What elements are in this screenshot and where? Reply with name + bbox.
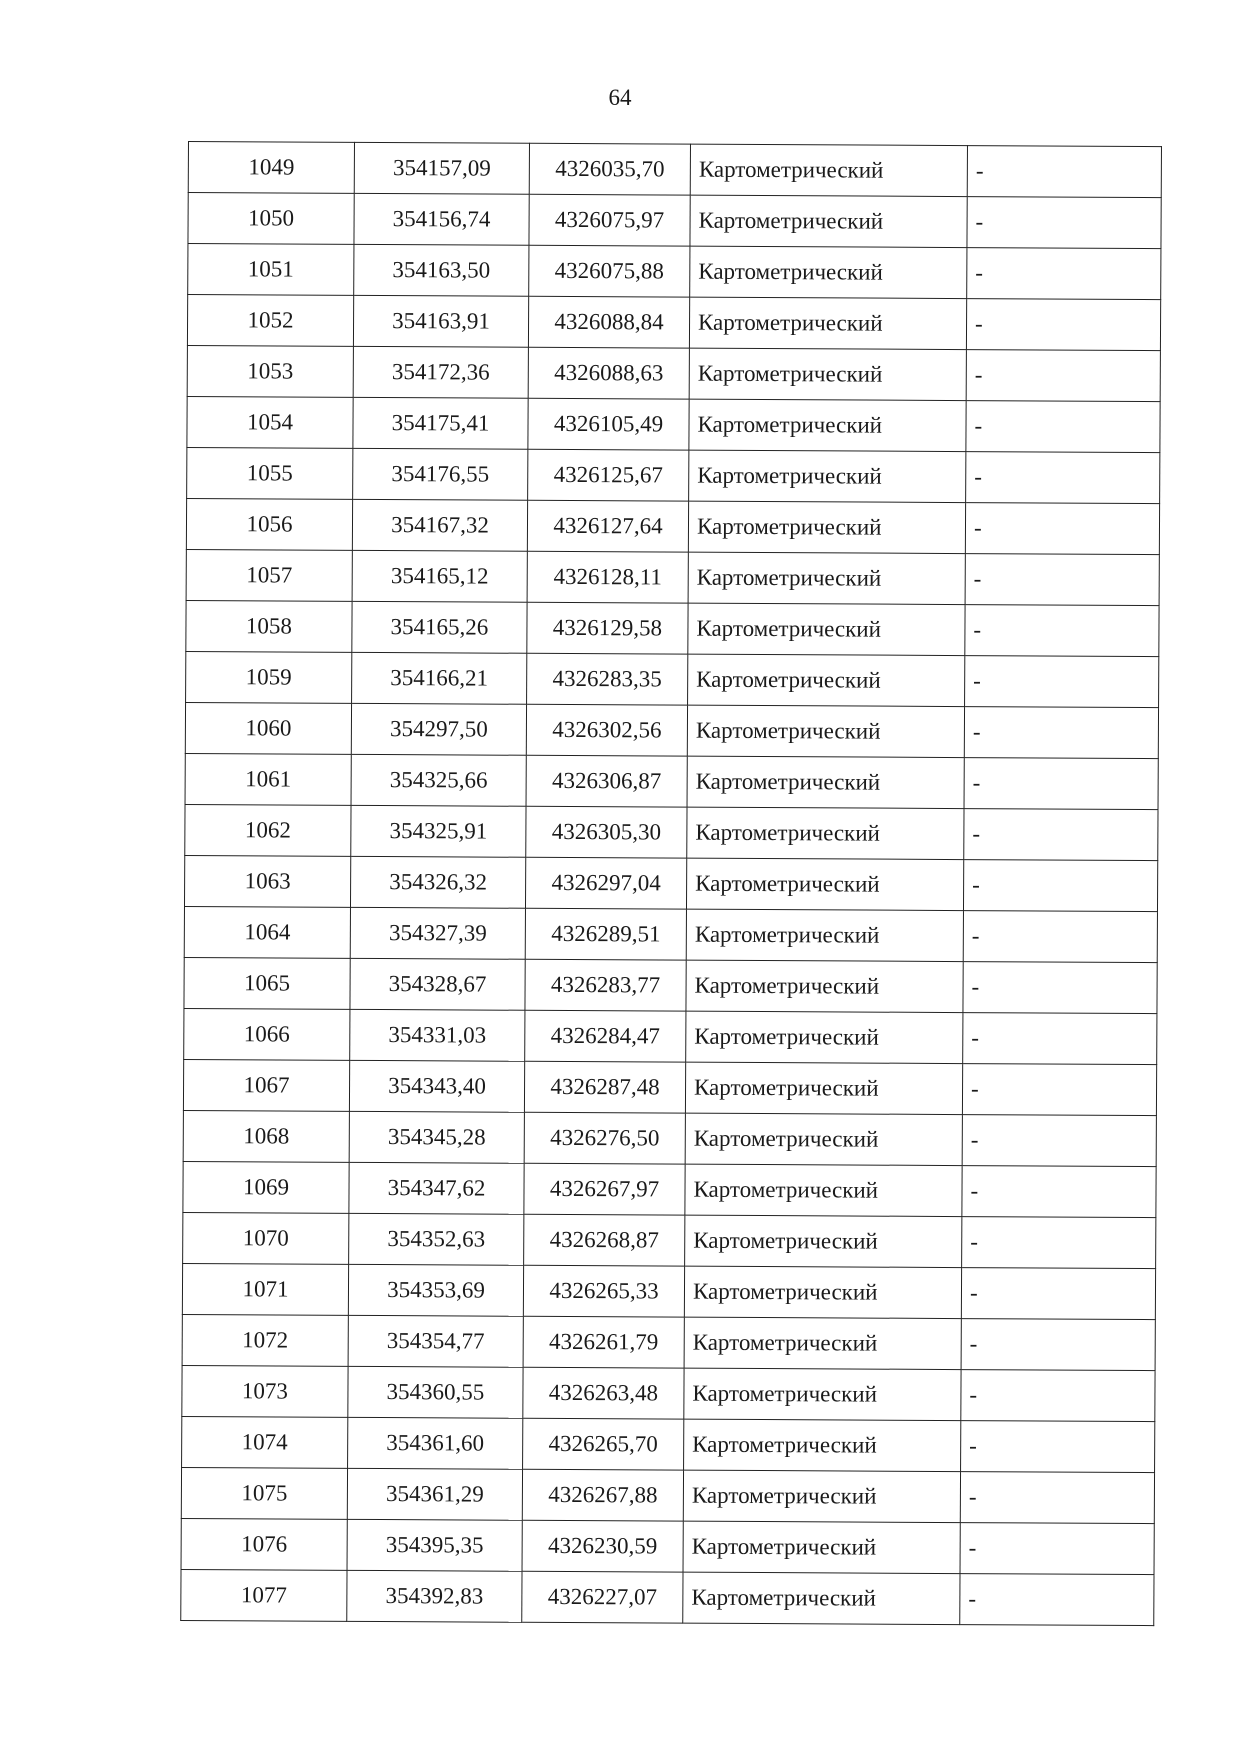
note-cell: - [967,248,1161,300]
table-row [188,244,1161,300]
x-coordinate-cell: 354331,03 [350,1009,525,1061]
point-number-cell: 1056 [186,498,352,550]
note-cell: - [962,1166,1156,1218]
coordinates-table [180,141,1162,1626]
method-cell: Картометрический [684,1266,961,1318]
y-coordinate-cell: 4326306,87 [526,755,687,807]
method-cell: Картометрический [685,1164,962,1216]
method-cell: Картометрический [684,1317,961,1369]
table-row [181,1569,1154,1625]
x-coordinate-cell: 354326,32 [350,856,525,908]
note-cell: - [965,554,1159,606]
x-coordinate-cell: 354325,66 [351,754,526,806]
method-cell: Картометрический [690,195,967,247]
method-cell: Картометрический [688,654,965,706]
x-coordinate-cell: 354343,40 [349,1060,524,1112]
point-number-cell: 1059 [186,651,352,703]
y-coordinate-cell: 4326088,84 [528,296,689,348]
table-row [183,1161,1156,1217]
x-coordinate-cell: 354354,77 [348,1315,523,1367]
note-cell: - [962,1115,1156,1167]
note-cell: - [961,1319,1155,1371]
y-coordinate-cell: 4326267,88 [522,1469,683,1521]
method-cell: Картометрический [685,1113,962,1165]
y-coordinate-cell: 4326129,58 [527,602,688,654]
x-coordinate-cell: 354165,26 [352,601,527,653]
x-coordinate-cell: 354353,69 [348,1264,523,1316]
method-cell: Картометрический [687,705,964,757]
point-number-cell: 1064 [184,906,350,958]
point-number-cell: 1058 [186,600,352,652]
point-number-cell: 1052 [187,295,353,347]
point-number-cell: 1076 [181,1518,347,1570]
y-coordinate-cell: 4326302,56 [526,704,687,756]
point-number-cell: 1057 [186,549,352,601]
y-coordinate-cell: 4326035,70 [529,143,690,195]
method-cell: Картометрический [686,858,963,910]
point-number-cell: 1068 [183,1110,349,1162]
note-cell: - [963,1013,1157,1065]
note-cell: - [962,1217,1156,1269]
y-coordinate-cell: 4326265,33 [523,1265,684,1317]
note-cell: - [966,299,1160,351]
y-coordinate-cell: 4326283,35 [527,653,688,705]
x-coordinate-cell: 354297,50 [351,703,526,755]
table-row [186,549,1159,605]
x-coordinate-cell: 354361,60 [348,1417,523,1469]
x-coordinate-cell: 354327,39 [350,907,525,959]
point-number-cell: 1049 [188,142,354,194]
note-cell: - [965,656,1159,708]
table-row [186,600,1159,656]
y-coordinate-cell: 4326127,64 [527,500,688,552]
method-cell: Картометрический [688,552,965,604]
y-coordinate-cell: 4326289,51 [525,908,686,960]
method-cell: Картометрический [683,1572,960,1624]
x-coordinate-cell: 354165,12 [352,550,527,602]
x-coordinate-cell: 354176,55 [353,448,528,500]
note-cell: - [966,452,1160,504]
table-row [182,1416,1155,1472]
point-number-cell: 1067 [183,1059,349,1111]
note-cell: - [964,707,1158,759]
method-cell: Картометрический [685,1062,962,1114]
method-cell: Картометрический [689,399,966,451]
point-number-cell: 1065 [184,957,350,1009]
x-coordinate-cell: 354325,91 [351,805,526,857]
table-row [185,702,1158,758]
x-coordinate-cell: 354166,21 [352,652,527,704]
method-cell: Картометрический [686,1011,963,1063]
x-coordinate-cell: 354328,67 [350,958,525,1010]
point-number-cell: 1055 [187,447,353,499]
point-number-cell: 1063 [184,855,350,907]
x-coordinate-cell: 354361,29 [347,1468,522,1520]
point-number-cell: 1075 [181,1467,347,1519]
x-coordinate-cell: 354347,62 [349,1162,524,1214]
note-cell: - [966,401,1160,453]
coordinates-table-body [181,142,1162,1626]
point-number-cell: 1060 [185,702,351,754]
method-cell: Картометрический [687,756,964,808]
y-coordinate-cell: 4326075,97 [529,194,690,246]
table-row [182,1365,1155,1421]
table-row [182,1263,1155,1319]
x-coordinate-cell: 354167,32 [352,499,527,551]
method-cell: Картометрический [685,1215,962,1267]
y-coordinate-cell: 4326276,50 [524,1112,685,1164]
point-number-cell: 1073 [182,1365,348,1417]
point-number-cell: 1069 [183,1161,349,1213]
note-cell: - [964,758,1158,810]
note-cell: - [960,1523,1154,1575]
note-cell: - [965,605,1159,657]
table-row [187,396,1160,452]
table-row [184,957,1157,1013]
table-row [182,1314,1155,1370]
note-cell: - [962,1064,1156,1116]
point-number-cell: 1050 [188,193,354,245]
note-cell: - [964,809,1158,861]
point-number-cell: 1066 [184,1008,350,1060]
note-cell: - [967,197,1161,249]
y-coordinate-cell: 4326267,97 [524,1163,685,1215]
y-coordinate-cell: 4326284,47 [525,1010,686,1062]
y-coordinate-cell: 4326305,30 [526,806,687,858]
table-row [185,804,1158,860]
note-cell: - [961,1370,1155,1422]
y-coordinate-cell: 4326287,48 [524,1061,685,1113]
table-row [183,1110,1156,1166]
method-cell: Картометрический [689,348,966,400]
method-cell: Картометрический [689,450,966,502]
x-coordinate-cell: 354163,50 [354,244,529,296]
method-cell: Картометрический [683,1470,960,1522]
point-number-cell: 1070 [183,1212,349,1264]
note-cell: - [965,503,1159,555]
table-row [188,193,1161,249]
x-coordinate-cell: 354345,28 [349,1111,524,1163]
note-cell: - [960,1472,1154,1524]
method-cell: Картометрический [690,144,967,196]
point-number-cell: 1053 [187,345,353,397]
method-cell: Картометрический [688,603,965,655]
method-cell: Картометрический [684,1419,961,1471]
method-cell: Картометрический [683,1521,960,1573]
note-cell: - [963,860,1157,912]
note-cell: - [961,1268,1155,1320]
table-row [186,651,1159,707]
y-coordinate-cell: 4326283,77 [525,959,686,1011]
y-coordinate-cell: 4326297,04 [525,857,686,909]
y-coordinate-cell: 4326265,70 [523,1418,684,1470]
point-number-cell: 1054 [187,396,353,448]
method-cell: Картометрический [690,246,967,298]
point-number-cell: 1072 [182,1314,348,1366]
y-coordinate-cell: 4326261,79 [523,1316,684,1368]
x-coordinate-cell: 354163,91 [353,295,528,347]
x-coordinate-cell: 354352,63 [349,1213,524,1265]
table-row [187,447,1160,503]
table-row [181,1467,1154,1523]
table-row [184,855,1157,911]
point-number-cell: 1062 [185,804,351,856]
method-cell: Картометрический [686,960,963,1012]
x-coordinate-cell: 354157,09 [354,142,529,194]
method-cell: Картометрический [686,909,963,961]
x-coordinate-cell: 354395,35 [347,1519,522,1571]
x-coordinate-cell: 354392,83 [347,1570,522,1622]
page-number: 64 [608,85,632,110]
y-coordinate-cell: 4326125,67 [528,449,689,501]
table-row [183,1212,1156,1268]
y-coordinate-cell: 4326128,11 [527,551,688,603]
table-row [186,498,1159,554]
table-row [184,1008,1157,1064]
method-cell: Картометрический [687,807,964,859]
table-row [188,142,1161,198]
x-coordinate-cell: 354172,36 [353,346,528,398]
table-row [185,753,1158,809]
note-cell: - [960,1574,1154,1626]
y-coordinate-cell: 4326230,59 [522,1520,683,1572]
x-coordinate-cell: 354175,41 [353,397,528,449]
x-coordinate-cell: 354360,55 [348,1366,523,1418]
point-number-cell: 1051 [188,244,354,296]
table-row [183,1059,1156,1115]
note-cell: - [967,146,1161,198]
note-cell: - [963,962,1157,1014]
point-number-cell: 1077 [181,1569,347,1621]
table-row [184,906,1157,962]
method-cell: Картометрический [688,501,965,553]
x-coordinate-cell: 354156,74 [354,193,529,245]
point-number-cell: 1074 [182,1416,348,1468]
y-coordinate-cell: 4326268,87 [524,1214,685,1266]
table-row [181,1518,1154,1574]
y-coordinate-cell: 4326227,07 [522,1571,683,1623]
note-cell: - [961,1421,1155,1473]
method-cell: Картометрический [684,1368,961,1420]
y-coordinate-cell: 4326105,49 [528,398,689,450]
note-cell: - [966,350,1160,402]
y-coordinate-cell: 4326075,88 [529,245,690,297]
y-coordinate-cell: 4326088,63 [528,347,689,399]
y-coordinate-cell: 4326263,48 [523,1367,684,1419]
table-row [187,345,1160,401]
table-row [187,295,1160,351]
point-number-cell: 1071 [182,1263,348,1315]
note-cell: - [963,911,1157,963]
method-cell: Картометрический [689,297,966,349]
point-number-cell: 1061 [185,753,351,805]
